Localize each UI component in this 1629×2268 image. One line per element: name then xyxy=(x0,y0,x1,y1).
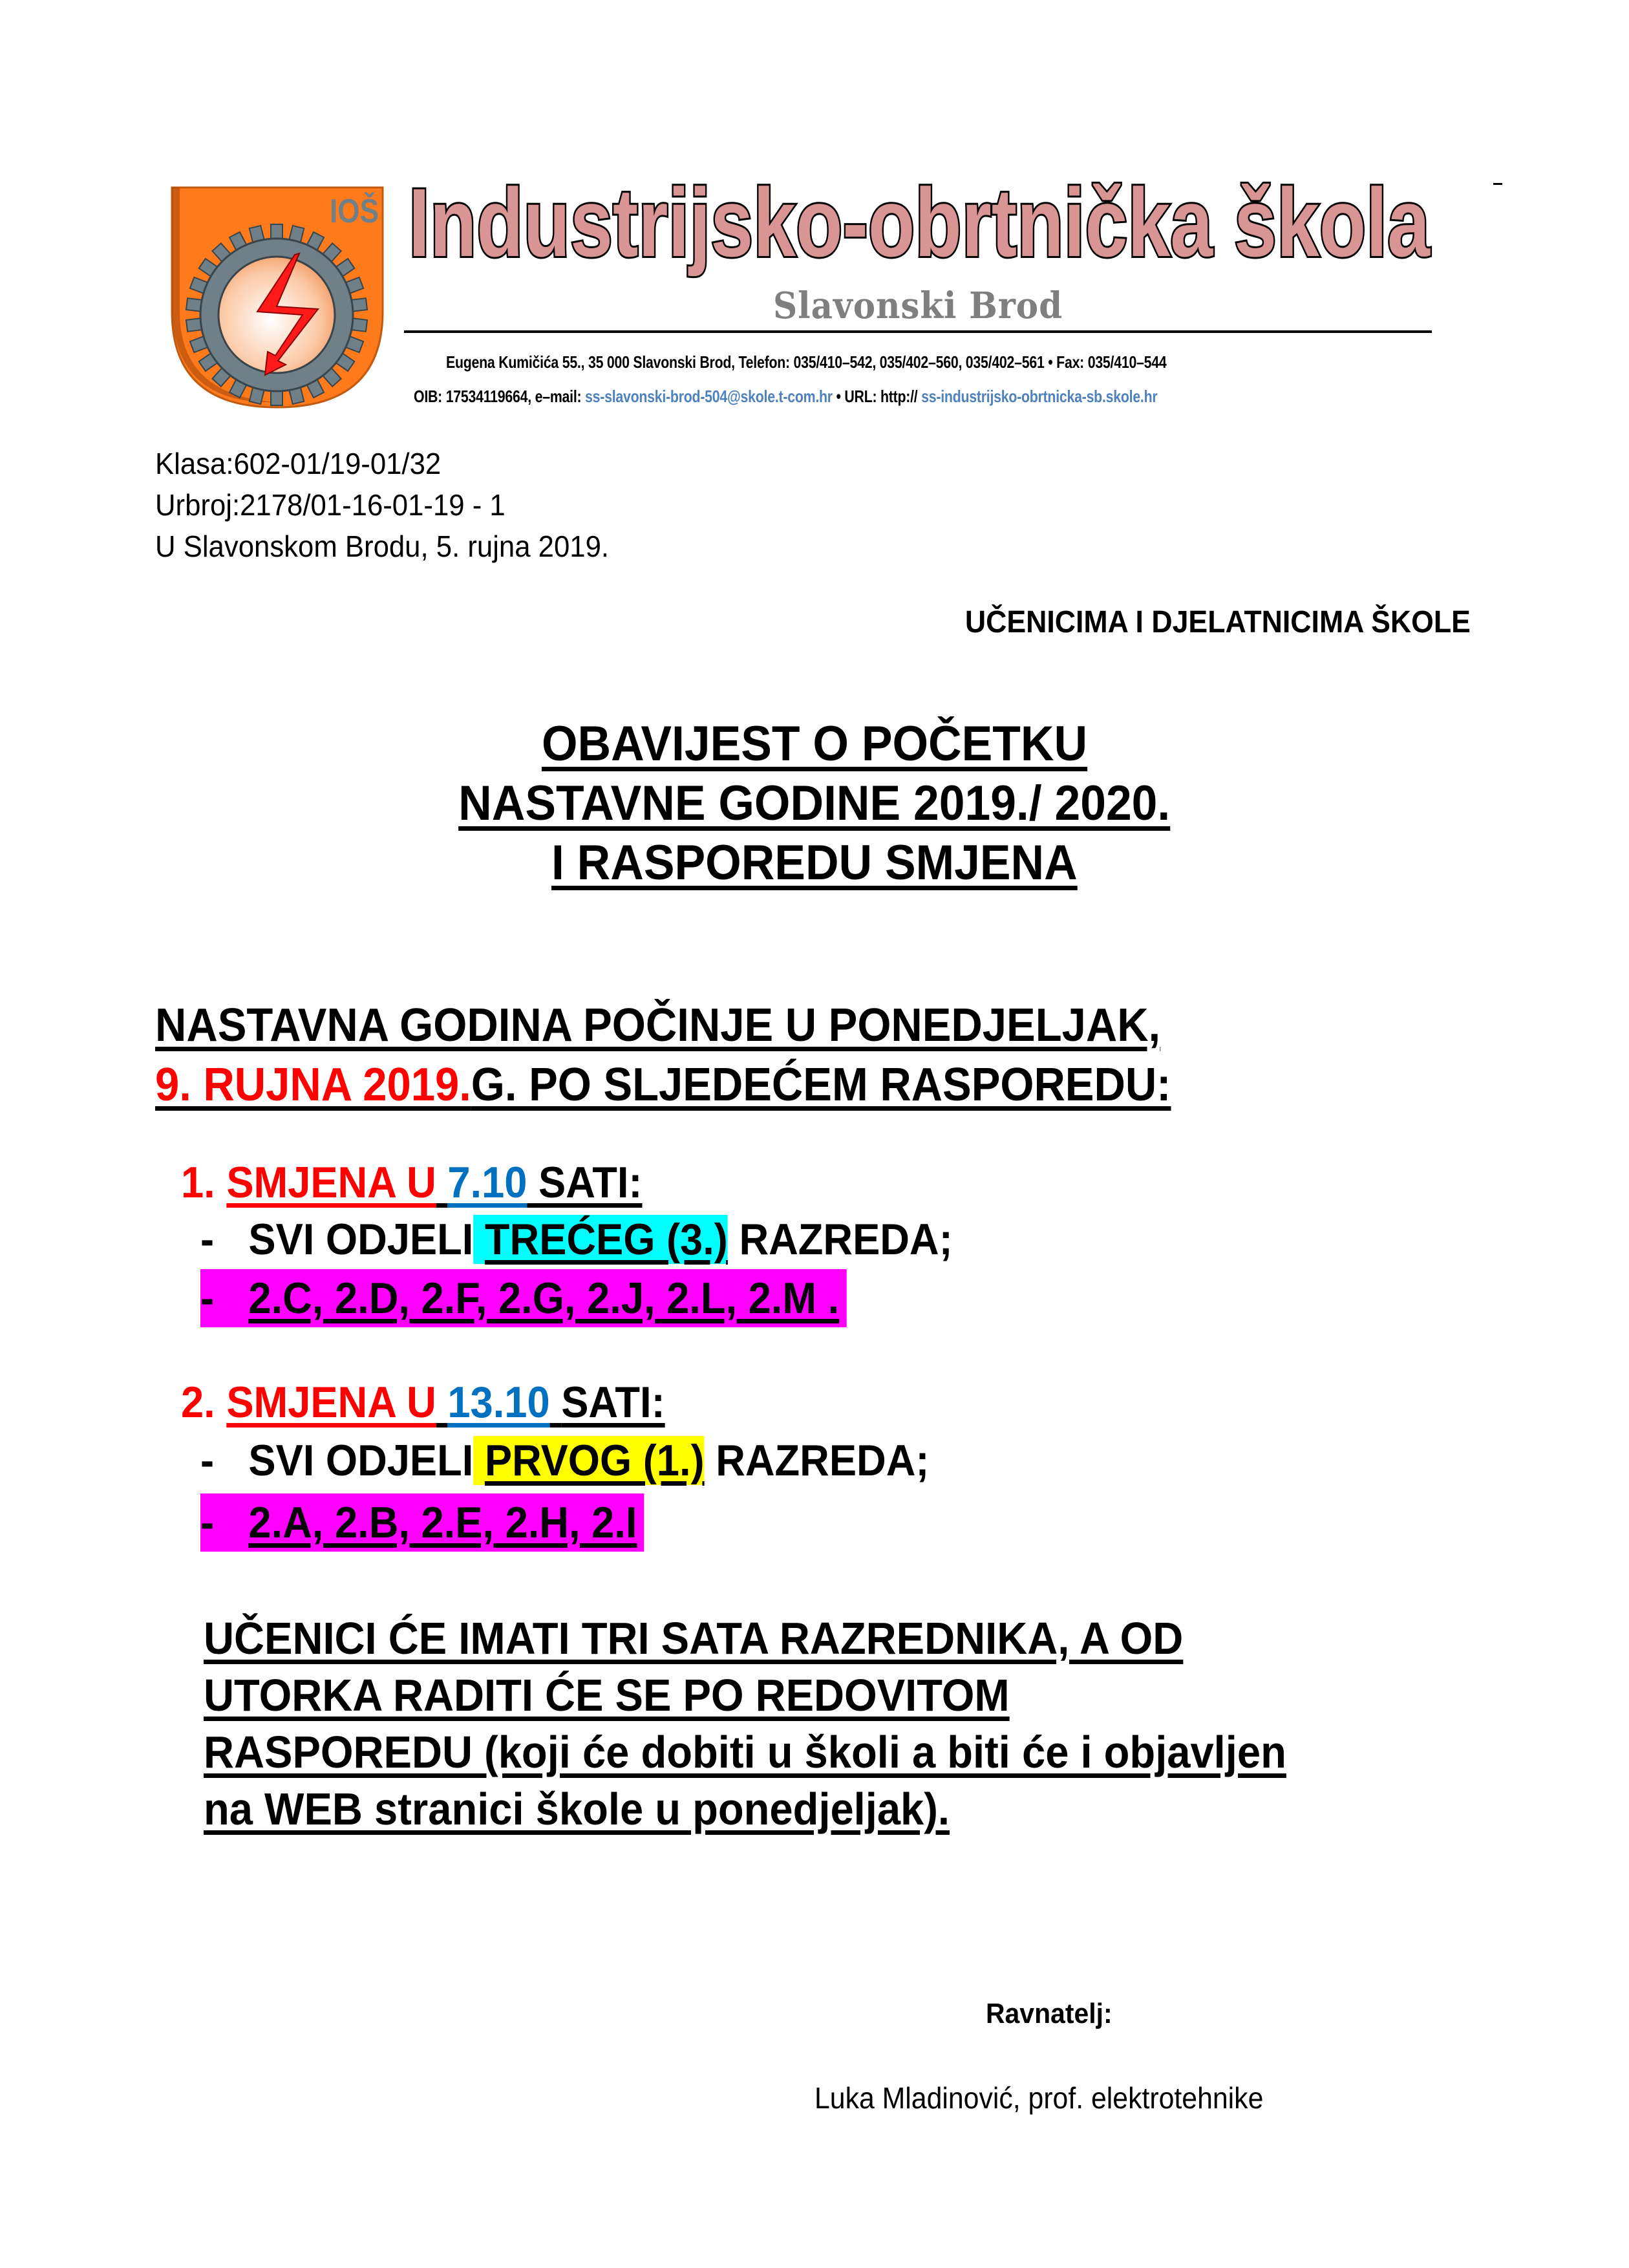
corner-mark xyxy=(1493,183,1502,185)
document-meta xyxy=(155,443,609,567)
closing-paragraph xyxy=(204,1610,1368,1837)
contact-address: Eugena Kumičića 55., 35 000 Slavonski Brod, Telefon: 035/410–542, 035/402–560, 035/402–561 • Fax: 035/410–544 xyxy=(446,352,1167,372)
recipient: UČENICIMA I DJELATNICIMA ŠKOLE xyxy=(964,605,1471,639)
shift-2-classes: 2.A, 2.B, 2.E, 2.H, 2.I xyxy=(248,1498,637,1547)
shift-2-grade: PRVOG (1.) xyxy=(484,1436,705,1485)
url-label: • URL: http:// xyxy=(832,387,922,406)
signature-name: Luka Mladinović, prof. elektrotehnike xyxy=(814,2081,1264,2115)
shift-1-grade: TREĆEG (3.) xyxy=(484,1215,728,1264)
notice-title xyxy=(0,714,1629,893)
title-line-3: I RASPOREDU SMJENA xyxy=(551,835,1078,890)
start-announcement xyxy=(155,996,1248,1115)
shift-1-all-prefix: SVI ODJELI xyxy=(248,1215,474,1264)
list-dash: - xyxy=(200,1436,215,1485)
urbroj: Urbroj:2178/01-16-01-19 - 1 xyxy=(155,488,506,522)
closing-line-4: na WEB stranici škole u ponedjeljak). xyxy=(204,1784,950,1834)
title-line-1: OBAVIJEST O POČETKU xyxy=(541,716,1088,771)
shift-1-all-suffix: RAZREDA; xyxy=(739,1215,953,1264)
closing-line-2: UTORKA RADITI ĆE SE PO REDOVITOM xyxy=(204,1670,1010,1720)
gear-icon xyxy=(186,224,367,405)
start-date: 9. RUJNA 2019. xyxy=(155,1059,471,1111)
list-dash: - xyxy=(200,1274,215,1323)
logo-ios-text: IOŠ xyxy=(330,193,388,230)
title-line-2: NASTAVNE GODINE 2019./ 2020. xyxy=(458,776,1171,831)
shift-1-classes: 2.C, 2.D, 2.F, 2.G, 2.J, 2.L, 2.M . xyxy=(248,1274,840,1323)
email-link[interactable]: ss-slavonski-brod-504@skole.t-com.hr xyxy=(585,387,833,406)
signature-title: Ravnatelj: xyxy=(986,1998,1113,2029)
shift-2-number: 2. xyxy=(181,1378,215,1427)
school-city: Slavonski Brod xyxy=(772,284,1063,327)
place-date: U Slavonskom Brodu, 5. rujna 2019. xyxy=(155,530,610,563)
list-dash: - xyxy=(200,1498,215,1547)
shift-2-all-prefix: SVI ODJELI xyxy=(248,1436,474,1485)
shift-1-classes-line xyxy=(200,1269,849,1327)
closing-line-1: UČENICI ĆE IMATI TRI SATA RAZREDNIKA, A OD xyxy=(204,1613,1184,1664)
shift-2-heading xyxy=(181,1377,665,1428)
school-name xyxy=(406,168,1434,277)
shift-2-suffix: SATI: xyxy=(561,1378,665,1427)
shift-1-label: SMJENA U xyxy=(226,1158,436,1207)
oib-label: OIB: 17534119664, e–mail: xyxy=(414,387,586,406)
klasa: Klasa:602-01/19-01/32 xyxy=(155,447,442,480)
intro-line-1: NASTAVNA GODINA POČINJE U PONEDJELJAK, xyxy=(155,1000,1161,1051)
contact-ids xyxy=(414,387,1157,407)
shift-1-time: 7.10 xyxy=(447,1158,527,1207)
shift-2-grade-line xyxy=(200,1435,929,1486)
website-link[interactable]: ss-industrijsko-obrtnicka-sb.skole.hr xyxy=(921,387,1158,406)
shift-1-suffix: SATI: xyxy=(538,1158,643,1207)
closing-line-3: RASPOREDU (koji će dobiti u školi a biti će i objavljen xyxy=(204,1727,1286,1777)
school-logo xyxy=(167,182,388,410)
shift-2-label: SMJENA U xyxy=(226,1378,436,1427)
shift-2-time: 13.10 xyxy=(447,1378,550,1427)
header-divider xyxy=(404,330,1432,333)
shift-1-number: 1. xyxy=(181,1158,215,1207)
shift-1-grade-line xyxy=(200,1214,953,1265)
intro-line-2 xyxy=(155,1055,1171,1115)
svg-text:Industrijsko-obrtnička škola: Industrijsko-obrtnička škola xyxy=(409,168,1431,277)
intro-line-2-rest: G. PO SLJEDEĆEM RASPOREDU: xyxy=(471,1059,1171,1111)
shift-1-heading xyxy=(181,1157,642,1208)
shift-2-classes-line xyxy=(200,1493,644,1552)
shift-2-all-suffix: RAZREDA; xyxy=(716,1436,930,1485)
list-dash: - xyxy=(200,1215,215,1264)
